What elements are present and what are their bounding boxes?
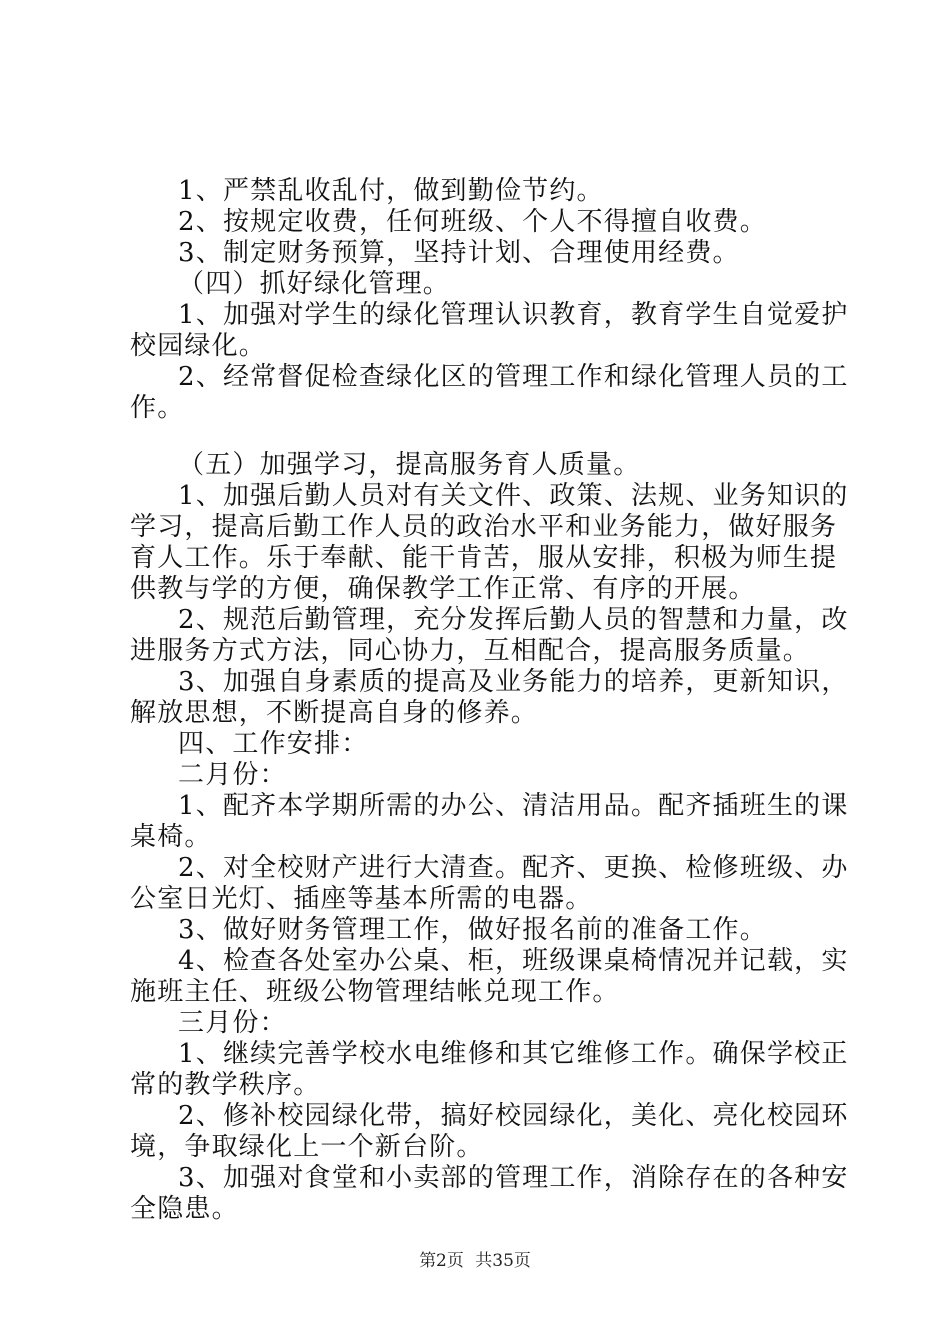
paragraph: 1、继续完善学校水电维修和其它维修工作。确保学校正常的教学秩序。 [130, 1039, 849, 1100]
paragraph: 1、配齐本学期所需的办公、清洁用品。配齐插班生的课桌椅。 [130, 791, 849, 852]
paragraph: 3、做好财务管理工作，做好报名前的准备工作。 [178, 915, 767, 945]
paragraph: 3、加强自身素质的提高及业务能力的培养，更新知识，解放思想，不断提高自身的修养。 [130, 667, 849, 728]
paragraph: 2、修补校园绿化带，搞好校园绿化，美化、亮化校园环境，争取绿化上一个新台阶。 [130, 1101, 849, 1162]
paragraph: 1、严禁乱收乱付，做到勤俭节约。 [178, 176, 604, 206]
paragraph: 2、按规定收费，任何班级、个人不得擅自收费。 [178, 207, 767, 237]
paragraph: 2、经常督促检查绿化区的管理工作和绿化管理人员的工作。 [130, 362, 849, 423]
page-footer [0, 1246, 950, 1271]
page-total: 共35页 [475, 1251, 531, 1271]
section-heading: （四）抓好绿化管理。 [178, 269, 451, 299]
paragraph: 2、规范后勤管理，充分发挥后勤人员的智慧和力量，改进服务方式方法，同心协力，互相配合，提高服务质量。 [130, 605, 849, 666]
paragraph: 1、加强后勤人员对有关文件、政策、法规、业务知识的学习，提高后勤工作人员的政治水平和业务能力，做好服务育人工作。乐于奉献、能干肯苦，服从安排，积极为师生提供教与学的方便，确保教学工作正常、有序的开展。 [130, 481, 849, 604]
month-heading: 二月份： [178, 760, 287, 790]
section-heading: （五）加强学习，提高服务育人质量。 [178, 450, 641, 480]
paragraph: 4、检查各处室办公桌、柜，班级课桌椅情况并记载，实施班主任、班级公物管理结帐兑现工作。 [130, 946, 849, 1007]
paragraph: 3、加强对食堂和小卖部的管理工作，消除存在的各种安全隐患。 [130, 1163, 849, 1224]
paragraph: 1、加强对学生的绿化管理认识教育，教育学生自觉爱护校园绿化。 [130, 300, 849, 361]
month-heading: 三月份： [178, 1008, 287, 1038]
paragraph: 2、对全校财产进行大清查。配齐、更换、检修班级、办公室日光灯、插座等基本所需的电器。 [130, 853, 849, 914]
page-number: 第2页 [419, 1251, 464, 1271]
paragraph: 3、制定财务预算，坚持计划、合理使用经费。 [178, 238, 740, 268]
section-heading: 四、工作安排： [178, 729, 369, 759]
document-body [130, 176, 850, 1225]
